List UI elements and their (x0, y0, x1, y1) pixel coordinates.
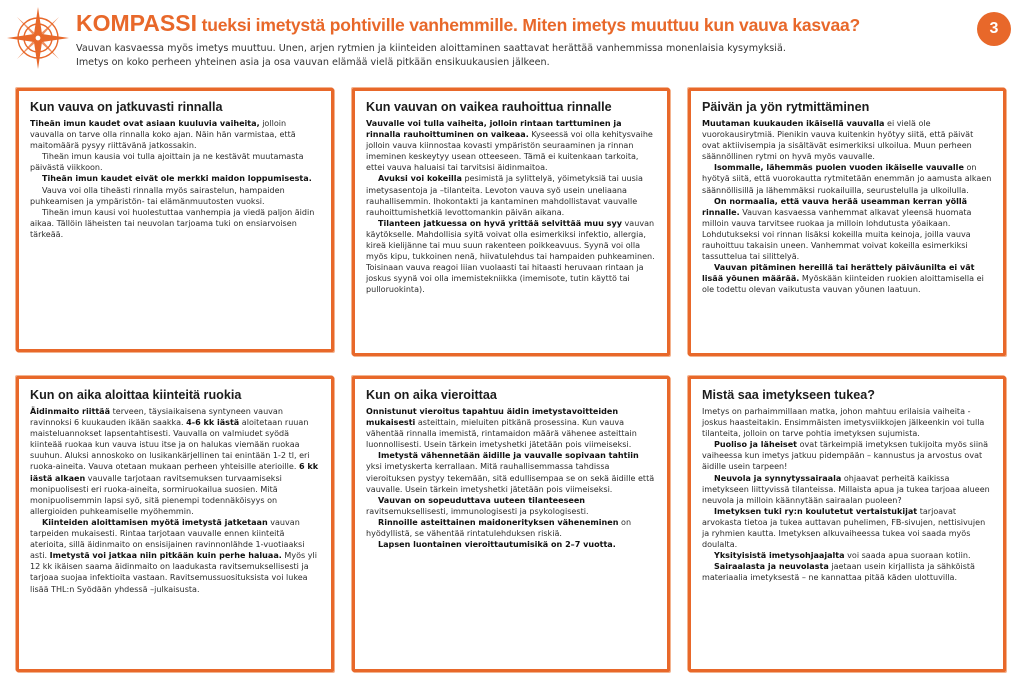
emphasis: Rinnoille asteittainen maidonerityksen väheneminen (378, 517, 619, 527)
card-body (30, 406, 321, 595)
page-title (76, 10, 860, 37)
text: tarjoavat arvokasta tietoa ja tukea auttavan puhelimen, FB-sivujen, nettisivujen ja ryhmien kautta. Imetyksen alkuvaiheessa tukea voi saada myös doulalta. (702, 506, 986, 550)
paragraph (702, 262, 993, 295)
intro-text (76, 42, 956, 69)
page-header (0, 0, 1024, 80)
card-body (30, 118, 321, 240)
card-body (366, 406, 657, 550)
card-starting-solids (16, 376, 334, 672)
emphasis: Imetystä voi jatkaa niin pitkään kuin perhe haluaa. (49, 551, 282, 561)
paragraph (366, 218, 657, 296)
intro-line: Vauvan kasvaessa myös imetys muuttuu. Unen, arjen rytmien ja kiinteiden aloittaminen saattavat herättää vanhemmissa monenlaisia kysymyksiä. (76, 43, 786, 54)
card-body (702, 118, 993, 296)
card-hard-to-settle (352, 88, 670, 356)
card-body (702, 406, 993, 584)
paragraph (366, 406, 657, 450)
emphasis: Tiheän imun kaudet eivät ole merkki maidon loppumisesta. (42, 174, 312, 184)
emphasis: Isommalle, lähemmäs puolen vuoden ikäiselle vauvalle (714, 163, 964, 173)
emphasis: Vauvan pitäminen hereillä tai herättely päiväunilta ei vät lisää yöunen määrää. (702, 263, 975, 284)
paragraph (702, 550, 993, 561)
paragraph: Imetys on parhaimmillaan matka, johon mahtuu erilaisia vaiheita - joskus haasteitakin. Ensimmäisten imetysviikkojen jälkeenkin voi tulla tilanteita, jolloin on tarve pohtia imetyksen sujumista. (702, 407, 985, 439)
paragraph: Vauva voi olla tiheästi rinnalla myös sairastelun, hampaiden puhkeamisen ja ympäristön- tai elämänmuutosten vuoksi. (30, 185, 285, 206)
paragraph (366, 450, 657, 494)
emphasis: Vauvan on sopeuduttava uuteen tilanteeseen (378, 495, 586, 505)
emphasis: Avuksi voi kokeilla (378, 174, 462, 184)
paragraph: Tiheän imun kausia voi tulla ajoittain ja ne kestävät muutamasta päivästä viikkoon. (30, 152, 304, 173)
card-title: Mistä saa imetykseen tukea? (702, 388, 875, 402)
paragraph (702, 118, 993, 162)
text: ravitsemuksellisesti, immunologisesti ja psykologisesti. (366, 506, 589, 516)
emphasis: Tilanteen jatkuessa on hyvä yrittää selvittää muu syy (378, 218, 622, 228)
paragraph (702, 561, 993, 583)
text: terveen, täysiaikaisena syntyneen vauvan ravinnoksi 6 kuukauden ikään saakka. (30, 407, 283, 428)
emphasis: On normaalia, että vauva herää useamman kerran yöllä rinnalle. (702, 196, 968, 217)
text: aloitetaan ruuan maisteluannokset lapsentahtisesti. Vauvalla on valmiudet syödä kiinteää ruokaa kun vauva istuu itse ja on halukas viemään ruokaa suuhun. Aluksi annoskoko on lusikankärjellinen tai enintään 1-2 tl, eri ruoka-aineita. Vauva otetaan mukaan perheen yhteisille aterioille. (30, 418, 310, 472)
emphasis: Onnistunut vieroitus tapahtuu äidin imetystavoitteiden mukaisesti (366, 407, 619, 428)
text: Myös yli 12 kk ikäisen saama äidinmaito on laadukasta ravitsemuksellisesti ja tarjoaa suojaa infektioita vastaan. Ravitsemussuosituksista voi lukea lisää THL:n Syödään yhdessä –julkaisusta. (30, 551, 317, 594)
card-title: Kun on aika aloittaa kiinteitä ruokia (30, 388, 242, 402)
paragraph (702, 473, 993, 506)
emphasis: Äidinmaito riittää (30, 407, 111, 416)
card-title: Kun vauvan on vaikea rauhoittua rinnalle (366, 100, 612, 114)
paragraph (366, 173, 657, 217)
card-title: Kun vauva on jatkuvasti rinnalla (30, 100, 223, 114)
paragraph (366, 539, 657, 550)
text: vauvan käytökselle. Mahdollisia syitä voivat olla esimerkiksi infektio, allergia, kireä kielijänne tai muu suun rakenteen poikkeavuus. Syynä voi olla myös kipu, tukkoinen nenä, hiivatulehdus tai hampaiden puhkeaminen. Toisinaan vauva reagoi liian vuolaasti tai hitaasti heruvaan rintaan ja joskus syynä voi olla imemistekniikka (imemisote, tutin käyttö tai pulloruokinta). (366, 218, 655, 295)
paragraph (366, 118, 657, 173)
emphasis: 6 kk iästä alkaen (30, 462, 319, 483)
intro-line: Imetys on koko perheen yhteinen asia ja osa vauvan elämää vielä pitkään ensikuukausien jälkeen. (76, 56, 550, 68)
emphasis: Kiinteiden aloittamisen myötä imetystä jatketaan (42, 517, 268, 527)
text: jolloin vauvalla on tarve olla rinnalla koko ajan. Näin hän varmistaa, että maitomäärä pysyy riittävänä jatkossakin. (30, 119, 296, 151)
card-where-to-get-support (688, 376, 1006, 672)
card-continuous-nursing (16, 88, 334, 352)
text: asteittain, mieluiten pitkänä prosessina. Kun vauva vähentää rinnalla imemistä, rintamaidon määrä vähenee asteittain luonnollisesti. Usein tärkein imetyshetki jätetään pois viimeiseksi. (366, 418, 637, 450)
text: ohjaavat perheitä kaikissa imetykseen liittyvissä tilanteissa. Millaista apua ja tukea tarjoaa alueen neuvola ja milloin käännytään sairaalan puoleen? (702, 473, 990, 505)
paragraph: Tiheän imun kausi voi huolestuttaa vanhempia ja viedä paljon äidin aikaa. Tällöin läheisten tai neuvolan tarjoama tuki on ensiarvoisen tärkeää. (30, 207, 315, 239)
emphasis: Imetyksen tuki ry:n koulutetut vertaistukijat (714, 506, 918, 516)
page-number-badge: 3 (977, 12, 1011, 46)
text: ovat tärkeimpiä imetyksen tukijoita myös siinä vaiheessa kun imetys jatkuu pidempään – kannustus ja arvostus ovat äidille usein tarpeen! (702, 440, 989, 472)
paragraph (702, 439, 993, 472)
text: vauvan tarpeiden mukaisesti. Rintaa tarjotaan vauvalle ennen kiinteitä aterioita, sillä äidinmaito on ensisijainen ravinnonlähde 1-vuotiaaksi asti. (30, 517, 305, 561)
paragraph (30, 406, 321, 517)
text: jaetaan usein kirjallista ja sähköistä materiaalia imetyksestä – ne kannattaa pitää käden ulottuvilla. (702, 562, 975, 583)
paragraph (366, 517, 657, 539)
text: Kyseessä voi olla kehitysvaihe jolloin vauva kiinnostaa kovasti ympäristön seuraaminen ja rinnan imeminen keskeytyy usean otteeseen. Tämä ei kuitenkaan tarkoita, ettei vauva haluaisi tai tarvitsisi äidinmaitoa. (366, 130, 653, 173)
paragraph (366, 495, 657, 517)
text: ei vielä ole vuorokausirytmiä. Pienikin vauva kuitenkin hyötyy siitä, että päivät ovat aktiivisempia ja sisältävät esimerkiksi ulkoilua. Muun perheen säännöllinen rytmi on hyvä myös vauvalle. (702, 119, 974, 162)
paragraph (30, 517, 321, 595)
emphasis: Yksityisistä imetysohjaajalta (714, 551, 845, 561)
title-text: tueksi imetystä pohtiville vanhemmille. Miten imetys muuttuu kun vauva kasvaa? (196, 15, 861, 35)
card-weaning (352, 376, 670, 672)
paragraph (702, 162, 993, 195)
brand-name: KOMPASSI (76, 10, 197, 36)
card-title: Päivän ja yön rytmittäminen (702, 100, 870, 114)
emphasis: Tiheän imun kaudet ovat asiaan kuuluvia vaiheita, (30, 119, 260, 128)
emphasis: Vauvalle voi tulla vaiheita, jolloin rintaan tarttuminen ja rinnalla rauhoittuminen on vaikeaa. (366, 119, 622, 140)
card-title: Kun on aika vieroittaa (366, 388, 497, 402)
paragraph (30, 118, 321, 151)
text: on hyötyä siitä, että vuorokautta rytmitetään enemmän jo aamusta alkaen säännöllisillä ja lähemmäksi ruokailuilla, seurustelulla ja ulkoilulla. (702, 163, 992, 195)
emphasis: Puoliso ja läheiset (714, 440, 798, 450)
paragraph (30, 173, 321, 184)
emphasis: Neuvola ja synnytyssairaala (714, 473, 842, 483)
emphasis: 4-6 kk iästä (186, 418, 240, 428)
paragraph (702, 196, 993, 263)
text: Vauvan kasvaessa vanhemmat alkavat yleensä huomata milloin vauva tarvitsee ruokaa ja milloin lohdutusta yöaikaan. Lohdutukseksi voi rinnan lisäksi kokeilla muita keinoja, joilla vauva rauhoittuu takaisin uneen. Vanhemmat voivat kokeilla esimerkiksi tassuttelua tai silittelyä. (702, 207, 972, 262)
compass-icon (6, 6, 70, 70)
text: yksi imetyskerta kerrallaan. Mitä rauhallisemmassa tahdissa vieroituksen pystyy tekemään, sitä edullisempaa se on sekä äidille että vauvalle. Usein tärkein imetyshetki jätetään pois viimeiseksi. (366, 462, 655, 494)
text: vauvalle tarjotaan ravitsemuksen turvaamiseksi monipuolisesti eri ruoka-aineita, sormiruokailua suosien. Mitä monipuolisemmin lapsi syö, sitä pienempi todennäköisyys on allergioiden puhkeamiselle myöhemmin. (30, 473, 282, 516)
card-day-night-rhythm (688, 88, 1006, 356)
card-body (366, 118, 657, 296)
text: voi saada apua suoraan kotiin. (844, 551, 971, 561)
emphasis: Sairaalasta ja neuvolasta (714, 562, 829, 572)
text: Myöskään kiinteiden ruokien aloittamisella ei ole todettu olevan vaikutusta vauvan yöunen laatuun. (702, 274, 984, 295)
emphasis: Imetystä vähennetään äidille ja vauvalle sopivaan tahtiin (378, 451, 639, 461)
paragraph (702, 506, 993, 550)
text: on hyödyllistä, se vähentää rintatulehduksen riskiä. (366, 517, 632, 539)
emphasis: Lapsen luontainen vieroittautumisikä on 2–7 vuotta. (378, 540, 616, 550)
emphasis: Muutaman kuukauden ikäisellä vauvalla (702, 119, 885, 128)
text: pesimistä ja sylittelyä, yöimetyksiä tai uusia imetysasentoja ja –tilanteita. Levoton vauva syö usein uneliaana rauhallisemmin. Ihokontakti ja kantaminen mahdollistavat vauvalle rauhoittumishetkiä levottomankin päivän aikana. (366, 174, 643, 217)
